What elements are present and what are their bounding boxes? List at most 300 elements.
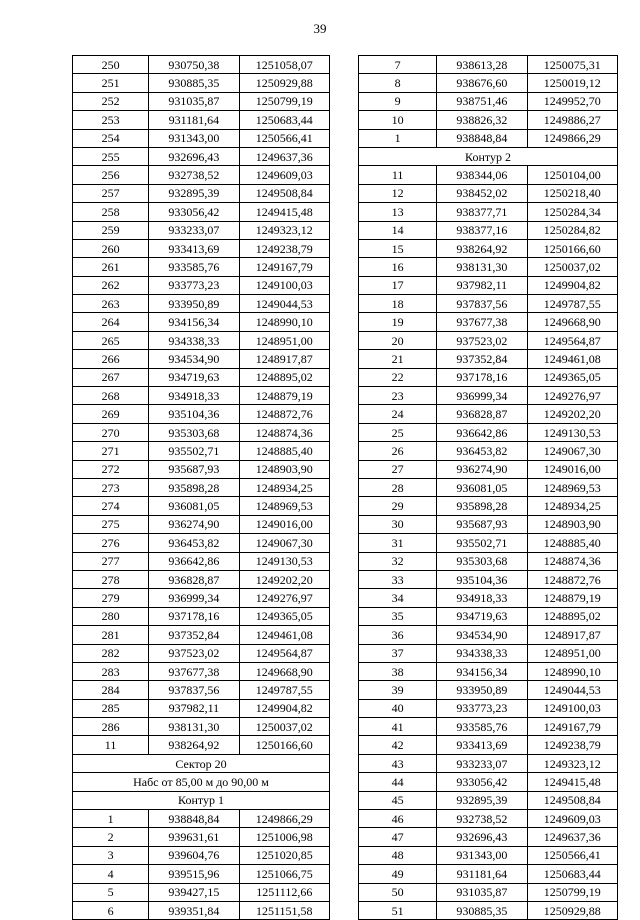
point-number: 29 — [359, 497, 437, 515]
section-header-row — [73, 773, 330, 791]
y-coordinate: 1248917,87 — [239, 350, 329, 368]
x-coordinate: 937982,11 — [437, 276, 527, 294]
y-coordinate: 1250566,41 — [239, 129, 329, 147]
y-coordinate: 1248879,19 — [527, 589, 617, 607]
x-coordinate: 934338,33 — [149, 331, 239, 349]
y-coordinate: 1248874,36 — [527, 552, 617, 570]
y-coordinate: 1251058,07 — [239, 56, 329, 74]
table-row — [359, 203, 618, 221]
table-row — [359, 405, 618, 423]
y-coordinate: 1250799,19 — [239, 92, 329, 110]
x-coordinate: 934918,33 — [149, 387, 239, 405]
y-coordinate: 1250104,00 — [527, 166, 617, 184]
point-number: 23 — [359, 387, 437, 405]
y-coordinate: 1249415,48 — [527, 773, 617, 791]
x-coordinate: 936642,86 — [437, 423, 527, 441]
point-number: 267 — [73, 368, 149, 386]
table-row — [73, 423, 330, 441]
table-row — [73, 387, 330, 405]
table-row — [359, 166, 618, 184]
point-number: 265 — [73, 331, 149, 349]
point-number: 1 — [73, 810, 149, 828]
x-coordinate: 934534,90 — [437, 626, 527, 644]
y-coordinate: 1250284,82 — [527, 221, 617, 239]
y-coordinate: 1249100,03 — [527, 699, 617, 717]
table-row — [73, 662, 330, 680]
table-row — [73, 736, 330, 754]
x-coordinate: 936453,82 — [437, 442, 527, 460]
x-coordinate: 938131,30 — [149, 718, 239, 736]
table-row — [359, 313, 618, 331]
table-row — [73, 883, 330, 901]
table-row — [359, 846, 618, 864]
y-coordinate: 1248951,00 — [239, 331, 329, 349]
point-number: 11 — [73, 736, 149, 754]
y-coordinate: 1249637,36 — [527, 828, 617, 846]
x-coordinate: 934338,33 — [437, 644, 527, 662]
y-coordinate: 1250075,31 — [527, 56, 617, 74]
y-coordinate: 1249016,00 — [527, 460, 617, 478]
point-number: 250 — [73, 56, 149, 74]
x-coordinate: 938131,30 — [437, 258, 527, 276]
table-row — [73, 570, 330, 588]
x-coordinate: 937523,02 — [149, 644, 239, 662]
y-coordinate: 1251066,75 — [239, 865, 329, 883]
y-coordinate: 1250566,41 — [527, 846, 617, 864]
x-coordinate: 936642,86 — [149, 552, 239, 570]
y-coordinate: 1250683,44 — [527, 865, 617, 883]
y-coordinate: 1249365,05 — [527, 368, 617, 386]
point-number: 5 — [73, 883, 149, 901]
point-number: 254 — [73, 129, 149, 147]
y-coordinate: 1248917,87 — [527, 626, 617, 644]
section-header: Сектор 20 — [73, 754, 330, 772]
point-number: 48 — [359, 846, 437, 864]
table-row — [73, 846, 330, 864]
x-coordinate: 937837,56 — [149, 681, 239, 699]
table-row — [359, 350, 618, 368]
point-number: 43 — [359, 754, 437, 772]
coordinates-table-left — [72, 55, 330, 920]
x-coordinate: 938848,84 — [149, 810, 239, 828]
table-row — [359, 699, 618, 717]
y-coordinate: 1248872,76 — [239, 405, 329, 423]
y-coordinate: 1248895,02 — [239, 368, 329, 386]
x-coordinate: 938848,84 — [437, 129, 527, 147]
y-coordinate: 1248990,10 — [527, 662, 617, 680]
x-coordinate: 934534,90 — [149, 350, 239, 368]
point-number: 278 — [73, 570, 149, 588]
y-coordinate: 1250284,34 — [527, 203, 617, 221]
point-number: 41 — [359, 718, 437, 736]
point-number: 4 — [73, 865, 149, 883]
y-coordinate: 1249100,03 — [239, 276, 329, 294]
y-coordinate: 1248872,76 — [527, 570, 617, 588]
point-number: 37 — [359, 644, 437, 662]
section-header-row — [359, 147, 618, 165]
point-number: 40 — [359, 699, 437, 717]
x-coordinate: 930750,38 — [149, 56, 239, 74]
x-coordinate: 935303,68 — [149, 423, 239, 441]
x-coordinate: 932895,39 — [437, 791, 527, 809]
y-coordinate: 1249238,79 — [239, 239, 329, 257]
x-coordinate: 935898,28 — [149, 478, 239, 496]
x-coordinate: 938676,60 — [437, 74, 527, 92]
point-number: 9 — [359, 92, 437, 110]
point-number: 261 — [73, 258, 149, 276]
point-number: 18 — [359, 295, 437, 313]
point-number: 39 — [359, 681, 437, 699]
y-coordinate: 1250019,12 — [527, 74, 617, 92]
table-row — [359, 718, 618, 736]
y-coordinate: 1249276,97 — [239, 589, 329, 607]
y-coordinate: 1248885,40 — [239, 442, 329, 460]
x-coordinate: 933950,89 — [437, 681, 527, 699]
x-coordinate: 937352,84 — [437, 350, 527, 368]
point-number: 279 — [73, 589, 149, 607]
point-number: 253 — [73, 111, 149, 129]
table-row — [359, 111, 618, 129]
table-row — [73, 350, 330, 368]
table-row — [73, 626, 330, 644]
table-row — [73, 203, 330, 221]
table-row — [359, 423, 618, 441]
point-number: 1 — [359, 129, 437, 147]
y-coordinate: 1248885,40 — [527, 534, 617, 552]
table-row — [73, 607, 330, 625]
y-coordinate: 1249044,53 — [239, 295, 329, 313]
x-coordinate: 933056,42 — [149, 203, 239, 221]
y-coordinate: 1248903,90 — [239, 460, 329, 478]
point-number: 44 — [359, 773, 437, 791]
table-row — [359, 184, 618, 202]
x-coordinate: 932895,39 — [149, 184, 239, 202]
x-coordinate: 938377,71 — [437, 203, 527, 221]
table-row — [359, 497, 618, 515]
table-row — [73, 221, 330, 239]
x-coordinate: 931035,87 — [149, 92, 239, 110]
x-coordinate: 937677,38 — [149, 662, 239, 680]
table-row — [73, 828, 330, 846]
table-row — [359, 387, 618, 405]
point-number: 274 — [73, 497, 149, 515]
point-number: 282 — [73, 644, 149, 662]
x-coordinate: 935502,71 — [437, 534, 527, 552]
point-number: 280 — [73, 607, 149, 625]
x-coordinate: 938377,16 — [437, 221, 527, 239]
point-number: 14 — [359, 221, 437, 239]
y-coordinate: 1249508,84 — [239, 184, 329, 202]
point-number: 36 — [359, 626, 437, 644]
point-number: 286 — [73, 718, 149, 736]
point-number: 33 — [359, 570, 437, 588]
point-number: 8 — [359, 74, 437, 92]
section-header-row — [73, 791, 330, 809]
table-row — [359, 736, 618, 754]
table-row — [73, 258, 330, 276]
table-row — [359, 295, 618, 313]
point-number: 50 — [359, 883, 437, 901]
y-coordinate: 1250929,88 — [239, 74, 329, 92]
y-coordinate: 1249787,55 — [239, 681, 329, 699]
table-row — [73, 865, 330, 883]
section-header: Контур 2 — [359, 147, 618, 165]
point-number: 42 — [359, 736, 437, 754]
x-coordinate: 933413,69 — [149, 239, 239, 257]
y-coordinate: 1248934,25 — [527, 497, 617, 515]
point-number: 271 — [73, 442, 149, 460]
y-coordinate: 1249167,79 — [527, 718, 617, 736]
y-coordinate: 1250799,19 — [527, 883, 617, 901]
point-number: 47 — [359, 828, 437, 846]
x-coordinate: 938264,92 — [149, 736, 239, 754]
y-coordinate: 1249787,55 — [527, 295, 617, 313]
y-coordinate: 1249866,29 — [527, 129, 617, 147]
table-row — [73, 534, 330, 552]
table-row — [359, 773, 618, 791]
point-number: 251 — [73, 74, 149, 92]
point-number: 260 — [73, 239, 149, 257]
point-number: 257 — [73, 184, 149, 202]
y-coordinate: 1248874,36 — [239, 423, 329, 441]
point-number: 263 — [73, 295, 149, 313]
table-row — [73, 810, 330, 828]
y-coordinate: 1249365,05 — [239, 607, 329, 625]
table-row — [73, 552, 330, 570]
table-row — [359, 331, 618, 349]
y-coordinate: 1251112,66 — [239, 883, 329, 901]
y-coordinate: 1251151,58 — [239, 901, 329, 919]
table-row — [73, 129, 330, 147]
x-coordinate: 936081,05 — [437, 478, 527, 496]
y-coordinate: 1249202,20 — [239, 570, 329, 588]
point-number: 264 — [73, 313, 149, 331]
table-row — [73, 74, 330, 92]
x-coordinate: 936999,34 — [437, 387, 527, 405]
x-coordinate: 932738,52 — [437, 810, 527, 828]
point-number: 38 — [359, 662, 437, 680]
x-coordinate: 938751,46 — [437, 92, 527, 110]
point-number: 11 — [359, 166, 437, 184]
y-coordinate: 1250683,44 — [239, 111, 329, 129]
table-row — [73, 184, 330, 202]
x-coordinate: 937178,16 — [149, 607, 239, 625]
x-coordinate: 931343,00 — [437, 846, 527, 864]
point-number: 3 — [73, 846, 149, 864]
table-row — [359, 515, 618, 533]
table-row — [73, 901, 330, 919]
y-coordinate: 1248951,00 — [527, 644, 617, 662]
y-coordinate: 1250929,88 — [527, 901, 617, 919]
table-row — [359, 901, 618, 919]
point-number: 269 — [73, 405, 149, 423]
table-row — [359, 791, 618, 809]
point-number: 26 — [359, 442, 437, 460]
table-row — [73, 589, 330, 607]
point-number: 258 — [73, 203, 149, 221]
x-coordinate: 931343,00 — [149, 129, 239, 147]
table-row — [73, 56, 330, 74]
x-coordinate: 934719,63 — [437, 607, 527, 625]
x-coordinate: 938264,92 — [437, 239, 527, 257]
y-coordinate: 1249323,12 — [239, 221, 329, 239]
x-coordinate: 935502,71 — [149, 442, 239, 460]
x-coordinate: 939631,61 — [149, 828, 239, 846]
x-coordinate: 933950,89 — [149, 295, 239, 313]
point-number: 285 — [73, 699, 149, 717]
point-number: 17 — [359, 276, 437, 294]
y-coordinate: 1249508,84 — [527, 791, 617, 809]
x-coordinate: 935104,36 — [437, 570, 527, 588]
table-row — [73, 442, 330, 460]
point-number: 283 — [73, 662, 149, 680]
point-number: 275 — [73, 515, 149, 533]
point-number: 277 — [73, 552, 149, 570]
x-coordinate: 936081,05 — [149, 497, 239, 515]
point-number: 281 — [73, 626, 149, 644]
x-coordinate: 936274,90 — [149, 515, 239, 533]
x-coordinate: 930885,35 — [149, 74, 239, 92]
point-number: 28 — [359, 478, 437, 496]
y-coordinate: 1249668,90 — [239, 662, 329, 680]
x-coordinate: 937677,38 — [437, 313, 527, 331]
table-row — [73, 313, 330, 331]
x-coordinate: 932696,43 — [437, 828, 527, 846]
x-coordinate: 933233,07 — [149, 221, 239, 239]
x-coordinate: 936828,87 — [437, 405, 527, 423]
point-number: 6 — [73, 901, 149, 919]
point-number: 45 — [359, 791, 437, 809]
table-row — [359, 442, 618, 460]
y-coordinate: 1248895,02 — [527, 607, 617, 625]
y-coordinate: 1248990,10 — [239, 313, 329, 331]
y-coordinate: 1249323,12 — [527, 754, 617, 772]
y-coordinate: 1248969,53 — [239, 497, 329, 515]
y-coordinate: 1249044,53 — [527, 681, 617, 699]
point-number: 256 — [73, 166, 149, 184]
point-number: 49 — [359, 865, 437, 883]
y-coordinate: 1249130,53 — [527, 423, 617, 441]
x-coordinate: 935687,93 — [149, 460, 239, 478]
y-coordinate: 1249564,87 — [239, 644, 329, 662]
table-row — [359, 239, 618, 257]
point-number: 273 — [73, 478, 149, 496]
table-row — [359, 56, 618, 74]
table-row — [73, 515, 330, 533]
page-number: 39 — [313, 21, 327, 36]
point-number: 259 — [73, 221, 149, 239]
y-coordinate: 1249609,03 — [239, 166, 329, 184]
x-coordinate: 933585,76 — [149, 258, 239, 276]
table-row — [359, 883, 618, 901]
y-coordinate: 1249461,08 — [239, 626, 329, 644]
point-number: 15 — [359, 239, 437, 257]
y-coordinate: 1249637,36 — [239, 147, 329, 165]
y-coordinate: 1248934,25 — [239, 478, 329, 496]
y-coordinate: 1249067,30 — [239, 534, 329, 552]
point-number: 10 — [359, 111, 437, 129]
table-row — [73, 644, 330, 662]
point-number: 276 — [73, 534, 149, 552]
table-row — [73, 295, 330, 313]
y-coordinate: 1249668,90 — [527, 313, 617, 331]
table-row — [359, 460, 618, 478]
table-row — [359, 258, 618, 276]
x-coordinate: 935104,36 — [149, 405, 239, 423]
table-row — [73, 699, 330, 717]
table-row — [73, 718, 330, 736]
y-coordinate: 1250166,60 — [527, 239, 617, 257]
point-number: 12 — [359, 184, 437, 202]
point-number: 262 — [73, 276, 149, 294]
table-row — [359, 570, 618, 588]
point-number: 46 — [359, 810, 437, 828]
x-coordinate: 934918,33 — [437, 589, 527, 607]
x-coordinate: 939351,84 — [149, 901, 239, 919]
table-row — [359, 92, 618, 110]
y-coordinate: 1248969,53 — [527, 478, 617, 496]
point-number: 21 — [359, 350, 437, 368]
y-coordinate: 1248879,19 — [239, 387, 329, 405]
point-number: 266 — [73, 350, 149, 368]
table-row — [359, 607, 618, 625]
x-coordinate: 938452,02 — [437, 184, 527, 202]
point-number: 22 — [359, 368, 437, 386]
x-coordinate: 934719,63 — [149, 368, 239, 386]
table-row — [359, 74, 618, 92]
point-number: 31 — [359, 534, 437, 552]
x-coordinate: 931181,64 — [149, 111, 239, 129]
x-coordinate: 936453,82 — [149, 534, 239, 552]
y-coordinate: 1250037,02 — [527, 258, 617, 276]
x-coordinate: 936274,90 — [437, 460, 527, 478]
table-row — [73, 166, 330, 184]
x-coordinate: 939515,96 — [149, 865, 239, 883]
table-row — [73, 331, 330, 349]
x-coordinate: 939604,76 — [149, 846, 239, 864]
coordinates-table-right — [358, 55, 618, 920]
y-coordinate: 1250166,60 — [239, 736, 329, 754]
x-coordinate: 932696,43 — [149, 147, 239, 165]
x-coordinate: 933233,07 — [437, 754, 527, 772]
y-coordinate: 1251020,85 — [239, 846, 329, 864]
x-coordinate: 933773,23 — [437, 699, 527, 717]
table-row — [359, 644, 618, 662]
point-number: 7 — [359, 56, 437, 74]
point-number: 32 — [359, 552, 437, 570]
x-coordinate: 939427,15 — [149, 883, 239, 901]
point-number: 2 — [73, 828, 149, 846]
point-number: 19 — [359, 313, 437, 331]
x-coordinate: 937837,56 — [437, 295, 527, 313]
table-row — [73, 111, 330, 129]
y-coordinate: 1249904,82 — [239, 699, 329, 717]
x-coordinate: 933585,76 — [437, 718, 527, 736]
x-coordinate: 931181,64 — [437, 865, 527, 883]
x-coordinate: 930885,35 — [437, 901, 527, 919]
y-coordinate: 1249202,20 — [527, 405, 617, 423]
x-coordinate: 935303,68 — [437, 552, 527, 570]
point-number: 35 — [359, 607, 437, 625]
y-coordinate: 1249238,79 — [527, 736, 617, 754]
section-header: Контур 1 — [73, 791, 330, 809]
x-coordinate: 935898,28 — [437, 497, 527, 515]
x-coordinate: 936828,87 — [149, 570, 239, 588]
table-row — [73, 497, 330, 515]
x-coordinate: 938344,06 — [437, 166, 527, 184]
table-row — [73, 92, 330, 110]
point-number: 270 — [73, 423, 149, 441]
